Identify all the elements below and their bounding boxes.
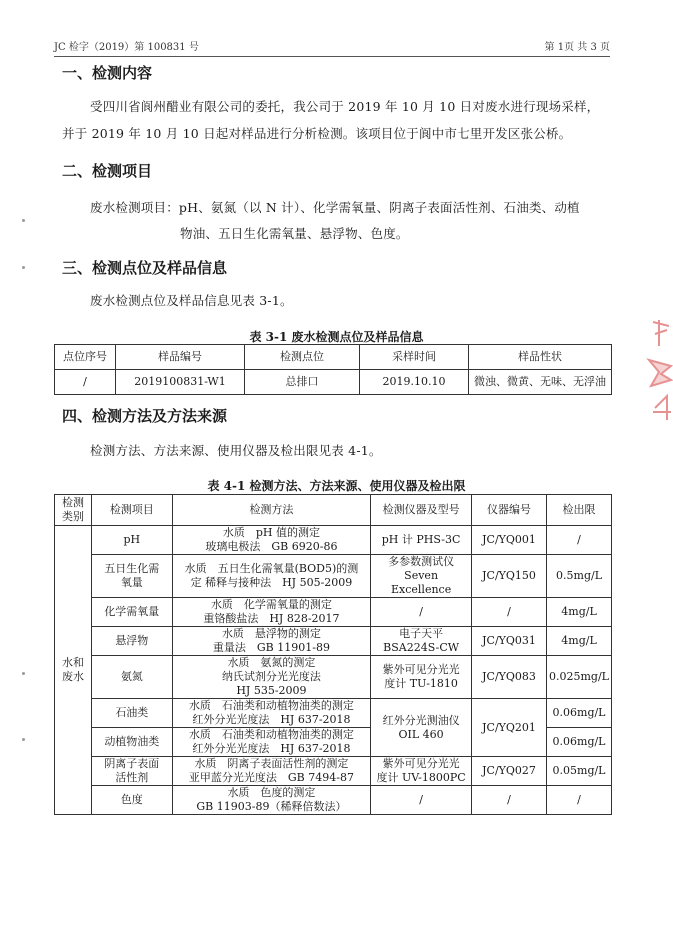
table-cell: JC/YQ027 [472,757,547,786]
header-cell: 样品编号 [116,345,245,370]
table-cell [371,786,472,815]
cell-line: 水质 氨氮的测定 [227,656,316,669]
cell-line: 水质 石油类和动植物油类的测定 [188,728,354,741]
table-cell [172,699,370,728]
section-1-line-2: 并于 2019 年 10 月 10 日起对样品进行分析检测。该项目位于阆中市七里开发区张公桥。 [62,126,572,141]
cell-line: BSA224S-CW [383,641,460,654]
cell-line: 定 稀释与接种法 HJ 505-2009 [190,576,353,589]
seal-fragment [645,316,673,428]
header-cell: 检测点位 [245,345,360,370]
table-cell: / [547,526,612,555]
cell-line: 纳氏试剂分光光度法 [221,670,321,683]
cell-line: 亚甲蓝分光光度法 GB 7494-87 [188,771,354,784]
cell-line: / [419,605,423,618]
cell-line: 石油类 [115,706,149,719]
cell-line: 水质 石油类和动植物油类的测定 [188,699,354,712]
table-3-1 [54,344,612,395]
table-row [55,598,612,627]
table-cell [91,526,172,555]
cell-line: pH [123,533,141,546]
table-cell [91,627,172,656]
cell-line: 红外分光光度法 HJ 637-2018 [192,713,351,726]
cell-line: 水质 化学需氧量的测定 [210,598,332,611]
table-header-row [55,345,612,370]
cell-line: HJ 535-2009 [236,684,307,697]
cell-line: 化学需氧量 [104,605,160,618]
table-cell: / [547,786,612,815]
table-row [55,656,612,699]
table-4-1-caption: 表 4-1 检测方法、方法来源、使用仪器及检出限 [207,479,466,493]
table-cell: JC/YQ001 [472,526,547,555]
table-cell [91,757,172,786]
header-cell: 点位序号 [55,345,116,370]
table-4-1 [54,494,612,815]
cell-line: Seven Excellence [391,569,452,596]
scan-speck [22,738,25,741]
cell-line: 色度 [120,793,143,806]
scan-speck [22,266,25,269]
cell-line: 重铬酸盐法 HJ 828-2017 [203,612,340,625]
cell-line: 氨氮 [120,670,143,683]
table-cell: 0.06mg/L [547,699,612,728]
table-cell [91,656,172,699]
table-cell [91,598,172,627]
table-cell: 0.5mg/L [547,555,612,598]
cell-line: 紫外可见分光光 [382,757,460,770]
cell-line: 重量法 GB 11901-89 [212,641,330,654]
table-cell: 4mg/L [547,627,612,656]
header-cell: 仪器编号 [472,495,547,526]
table-cell: / [472,598,547,627]
table-cell [371,656,472,699]
table-cell: 4mg/L [547,598,612,627]
cell-line: 活性剂 [115,771,149,784]
table-cell [371,598,472,627]
table-cell [371,757,472,786]
cell-line: 度计 UV-1800PC [376,771,466,784]
header-category-line-2: 类别 [61,510,84,523]
section-3-text: 废水检测点位及样品信息见表 3-1。 [90,293,293,308]
table-row [55,526,612,555]
section-1-line-1: 受四川省阆州醋业有限公司的委托，我公司于 2019 年 10 月 10 日对废水进行现场采样， [90,99,600,114]
table-cell: 微浊、微黄、无味、无浮油 [469,370,612,395]
section-title-3: 三、检测点位及样品信息 [62,259,228,277]
table-cell [172,786,370,815]
page-header [54,38,610,57]
table-cell [371,555,472,598]
section-title-1: 一、检测内容 [62,64,153,82]
table-cell [371,627,472,656]
report-number: JC 检字（2019）第 100831 号 [54,42,199,53]
cell-line: 红外分光测油仪 [382,713,460,727]
cell-line: 红外分光光度法 HJ 637-2018 [192,742,351,755]
table-3-1-caption: 表 3-1 废水检测点位及样品信息 [249,330,424,344]
cell-line: 紫外可见分光光 [382,663,460,676]
cell-line: 水质 pH 值的测定 [222,526,320,539]
section-2-line-1: 废水检测项目：pH、氨氮（以 N 计）、化学需氧量、阴离子表面活性剂、石油类、动植 [90,200,580,215]
section-2-line-2: 物油、五日生化需氧量、悬浮物、色度。 [180,226,409,241]
table-row [55,627,612,656]
table-cell: 0.025mg/L [547,656,612,699]
table-cell: / [472,786,547,815]
cell-line: 五日生化需 [104,562,160,575]
table-cell [172,598,370,627]
cell-line: 玻璃电极法 GB 6920-86 [205,540,338,553]
page-number: 第 1页 共 3 页 [544,42,610,53]
cell-line: 多参数测试仪 [388,555,455,568]
table-cell: 0.05mg/L [547,757,612,786]
cell-line: 阴离子表面 [104,757,160,770]
table-cell: JC/YQ083 [472,656,547,699]
table-cell: 总排口 [245,370,360,395]
table-4-1-body [55,526,612,815]
header-cell: 检测仪器及型号 [371,495,472,526]
cell-line: 度计 TU-1810 [384,677,458,690]
cell-line: 水质 色度的测定 [227,786,316,799]
table-cell [172,656,370,699]
table-cell: 0.06mg/L [547,728,612,757]
cell-line: 水质 阴离子表面活性剂的测定 [194,757,349,770]
table-cell: / [55,370,116,395]
table-row [55,555,612,598]
cell-line: 动植物油类 [104,735,160,748]
cell-line: / [419,793,423,806]
cell-line: 水质 五日生化需氧量(BOD5)的测 [184,562,359,575]
table-cell: 2019100831-W1 [116,370,245,395]
table-cell [172,526,370,555]
category-line: 水和 [61,656,84,669]
cell-line: GB 11903-89（稀释倍数法） [196,800,347,813]
table-cell: 2019.10.10 [360,370,469,395]
cell-line: 悬浮物 [115,634,149,647]
category-line: 废水 [61,670,84,683]
category-cell [55,526,92,815]
cell-line: 水质 悬浮物的测定 [221,627,321,640]
table-cell [371,699,472,757]
section-4-text: 检测方法、方法来源、使用仪器及检出限见表 4-1。 [90,443,382,458]
table-cell [172,627,370,656]
cell-line: OIL 460 [398,727,444,741]
table-cell [172,555,370,598]
table-row [55,757,612,786]
header-cell: 样品性状 [469,345,612,370]
table-cell [91,555,172,598]
table-row [55,699,612,728]
header-category-line-1: 检测 [61,496,84,509]
table-cell: JC/YQ150 [472,555,547,598]
section-title-2: 二、检测项目 [62,162,153,180]
header-cell: 检出限 [547,495,612,526]
table-cell [91,786,172,815]
table-cell [91,728,172,757]
header-cell: 检测方法 [172,495,370,526]
cell-line: 电子天平 [399,627,444,640]
scan-speck [22,672,25,675]
table-header-row [55,495,612,526]
table-row [55,786,612,815]
header-cell [55,495,92,526]
header-cell: 检测项目 [91,495,172,526]
table-cell: JC/YQ201 [472,699,547,757]
table-cell [172,728,370,757]
table-cell: JC/YQ031 [472,627,547,656]
scan-speck [22,219,25,222]
table-cell [172,757,370,786]
header-cell: 采样时间 [360,345,469,370]
section-title-4: 四、检测方法及方法来源 [62,407,228,425]
cell-line: 氧量 [120,576,143,589]
table-cell [91,699,172,728]
cell-line: pH 计 PHS-3C [381,533,461,546]
table-row [55,370,612,395]
table-cell [371,526,472,555]
